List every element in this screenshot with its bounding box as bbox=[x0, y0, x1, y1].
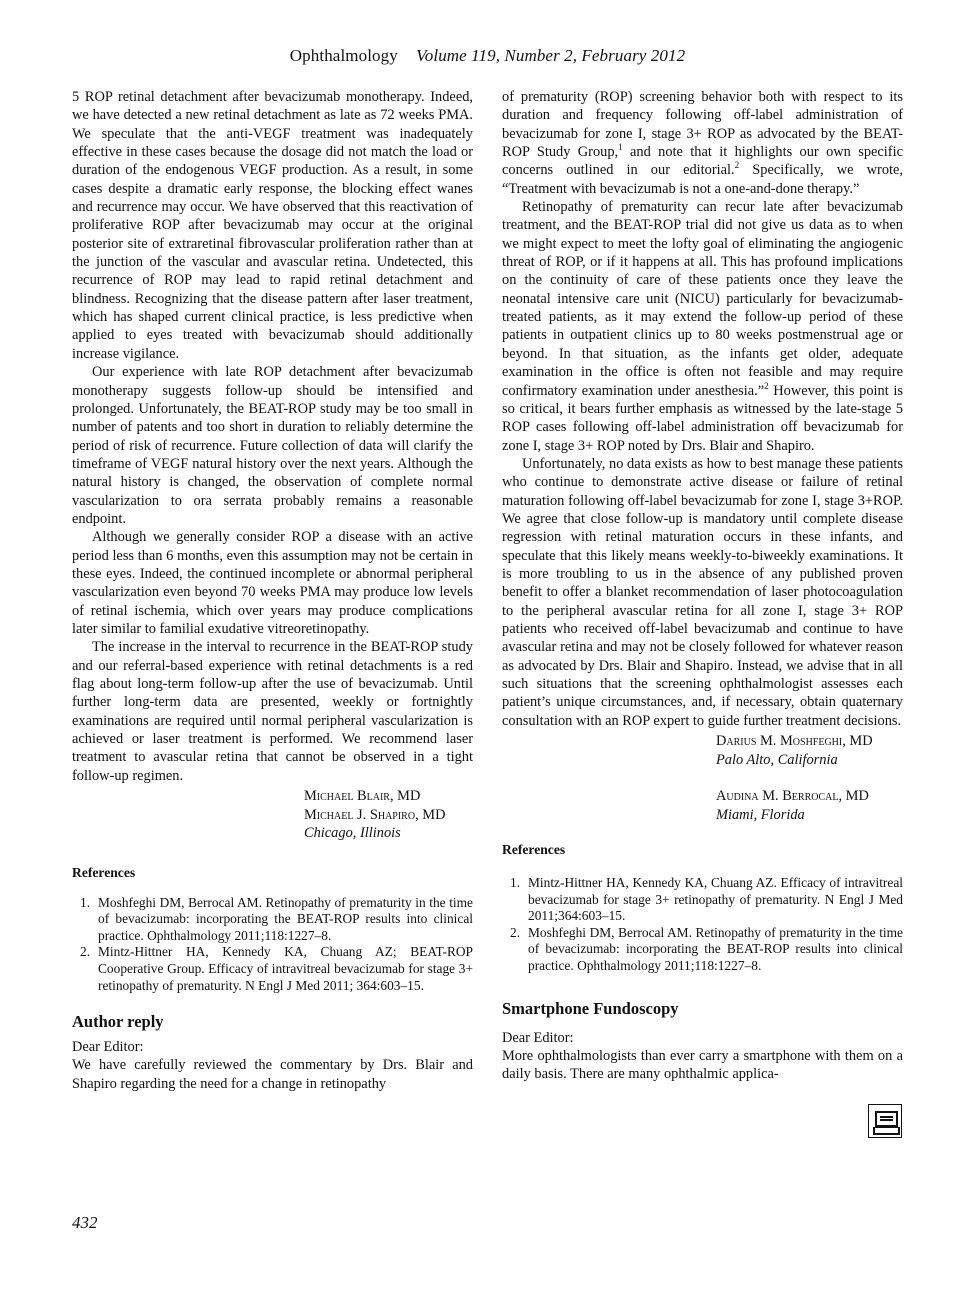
reference-item bbox=[72, 944, 473, 994]
citation-superscript: 2 bbox=[764, 380, 769, 391]
issue-info: Volume 119, Number 2, February 2012 bbox=[416, 46, 686, 65]
right-paragraph-3: Unfortunately, no data exists as how to best manage these patients who continue to demonstrate active disease or failure of retinal maturation following off-label bevacizumab for zone I, stage 3+ROP. We agree that close follow-up is mandatory until complete disease regression with retinal maturation occurs in these infants, and speculate that this likely means weekly-to-biweekly examinations. It is more troubling to us in the absence of any published proven benefit to offer a blanket recommendation of laser photocoagulation to the peripheral avascular retina for all zone I, stage 3+ ROP patients who received off-label bevacizumab and continue to have avascular retina and may not be closely followed for whatever reason as advocated by Drs. Blair and Shapiro. Instead, we advise that in all such situations that the screening ophthalmologist assesses each patient’s unique circumstances, and, if necessary, obtain quaternary consultation with an ROP expert to guide further treatment decisions. bbox=[502, 455, 903, 729]
author-location: Palo Alto, California bbox=[716, 751, 838, 768]
reference-text: Mintz-Hittner HA, Kennedy KA, Chuang AZ. Efficacy of intravitreal bevacizumab for stage 3+ retinopathy of prematurity. N Engl J Med 2011;364:603–15. bbox=[528, 875, 903, 924]
author-name: Darius M. Moshfeghi, MD bbox=[716, 733, 873, 750]
citation-superscript: 2 bbox=[734, 160, 740, 171]
computer-icon bbox=[868, 1104, 902, 1138]
citation-superscript: 1 bbox=[618, 142, 623, 153]
author-name: Audina M. Berrocal, MD bbox=[716, 788, 869, 805]
reference-item bbox=[72, 895, 473, 945]
author-location: Miami, Florida bbox=[716, 806, 805, 823]
reference-text: Moshfeghi DM, Berrocal AM. Retinopathy of prematurity in the time of bevacizumab: incorporating the BEAT-ROP results into clinical practice. Ophthalmology 2011;118:1227–8. bbox=[98, 894, 473, 943]
right-paragraph-2: Retinopathy of prematurity can recur late after bevacizumab treatment, and the BEAT-ROP trial did not give us data as to when we might expect to meet the lofty goal of eliminating the angiogenic threat of ROP, or if it happens at all. This has profound implications on the continuity of care of these patients once they leave the neonatal intensive care unit (NICU) particularly for bevacizumab-treated patients, as it may extend the follow-up period of these patients in outpatient clinics up to 80 weeks postmenstrual age or beyond. In that situation, as the infants get older, adequate examination in the office is often not feasible and may require confirmatory examination under anesthesia.”$^2$ However, this point is so critical, it bears further emphasis as witnessed by the late-stage 5 ROP cases following off-label administration off bevacizumab for zone I, stage 3+ ROP noted by Drs. Blair and Shapiro. bbox=[502, 199, 903, 454]
reference-number: 1. bbox=[510, 875, 521, 891]
reference-number: 1. bbox=[80, 894, 91, 910]
page-number: 432 bbox=[72, 1213, 98, 1232]
author-location: Chicago, Illinois bbox=[304, 825, 401, 842]
section-heading-author-reply: Author reply bbox=[72, 1012, 164, 1032]
left-paragraph-2: Our experience with late ROP detachment after bevacizumab monotherapy suggests follow-up should be intensified and prolonged. Unfortunately, the BEAT-ROP study may be too small in number of patents and too short in duration to reliably determine the period of risk of recurrence. Future collection of data will clarify the timeframe of VEGF natural history over the next years. Although the natural history is changed, the observation of complete normal vascularization to ora serrata probably remains a reasonable endpoint. bbox=[72, 364, 473, 527]
right-column bbox=[502, 88, 903, 1084]
section-paragraph: More ophthalmologists than ever carry a smartphone with them on a daily basis. There are many ophthalmic applica- bbox=[502, 1047, 903, 1083]
reply-signature bbox=[502, 732, 903, 824]
salutation: Dear Editor: bbox=[72, 1039, 144, 1056]
letter-signature bbox=[72, 787, 473, 843]
reference-text: Mintz-Hittner HA, Kennedy KA, Chuang AZ; BEAT-ROP Cooperative Group. Efficacy of intravitreal bevacizumab for stage 3+ retinopathy of prematurity. N Engl J Med 2011; 364:603–15. bbox=[98, 944, 473, 993]
reference-number: 2. bbox=[80, 944, 91, 960]
author-name: Michael Blair, MD bbox=[304, 788, 421, 805]
references-list bbox=[502, 875, 903, 975]
right-paragraph-1: of prematurity (ROP) screening behavior both with respect to its duration and frequency following off-label administration of bevacizumab for zone I, stage 3+ ROP as advocated by the BEAT-ROP Study Group,$^1$ and note that it highlights our own specific concerns outlined in our editorial.$^2$ Specifically, we wrote, “Treatment with bevacizumab is not a one-and-done therapy.” bbox=[502, 89, 904, 197]
reference-number: 2. bbox=[510, 924, 521, 940]
left-paragraph-4: The increase in the interval to recurrence in the BEAT-ROP study and our referral-based experience with retinal detachments is a red flag about long-term follow-up after the use of bevacizumab. Until further long-term data are presented, weekly or fortnightly examinations are required until normal peripheral vascularization is achieved or laser treatment is performed. We recommend laser treatment to avascular retina that cannot be observed in a tight follow-up regimen. bbox=[72, 639, 473, 784]
section-heading-smartphone-fundoscopy: Smartphone Fundoscopy bbox=[502, 998, 679, 1018]
reference-item bbox=[502, 875, 903, 925]
author-name: Michael J. Shapiro, MD bbox=[304, 806, 446, 823]
salutation: Dear Editor: bbox=[502, 1029, 574, 1046]
running-header bbox=[0, 46, 975, 66]
left-paragraph-1: 5 ROP retinal detachment after bevacizumab monotherapy. Indeed, we have detected a new retinal detachment as late as 72 weeks PMA. We speculate that the anti-VEGF treatment was inadequately effective in these cases because the dosage did not match the load or duration of the endogenous VEGF production. As a result, in some cases despite a dramatic early response, the blocking effect wanes and recurrence may occur. We have observed that this reactivation of proliferative ROP after bevacizumab may occur at the original posterior site of extraretinal fibrovascular proliferation rather than at the junction of the vascular and avascular retina. Undetected, this recurrence of ROP may lead to rapid retinal detachment and blindness. Recognizing that the disease pattern after laser treatment, which has shaped current clinical practice, is less predictive when applied to eyes treated with bevacizumab should additionally increase vigilance. bbox=[72, 89, 473, 362]
references-heading: References bbox=[72, 864, 136, 880]
reference-text: Moshfeghi DM, Berrocal AM. Retinopathy of prematurity in the time of bevacizumab: incorporating the BEAT-ROP results into clinical practice. Ophthalmology 2011;118:1227–8. bbox=[528, 924, 903, 973]
left-paragraph-3: Although we generally consider ROP a disease with an active period less than 6 months, even this assumption may not be certain in these eyes. Indeed, the continued incomplete or abnormal peripheral vascularization even beyond 70 weeks PMA may produce low levels of retinal ischemia, which over years may produce complications later similar to familial exudative vitreoretinopathy. bbox=[72, 529, 473, 637]
references-heading: References bbox=[502, 842, 566, 858]
journal-name: Ophthalmology bbox=[289, 46, 398, 65]
left-column bbox=[72, 88, 473, 1093]
references-list bbox=[72, 895, 473, 995]
reference-item bbox=[502, 925, 903, 975]
reply-paragraph: We have carefully reviewed the commentary by Drs. Blair and Shapiro regarding the need for a change in retinopathy bbox=[72, 1057, 473, 1092]
